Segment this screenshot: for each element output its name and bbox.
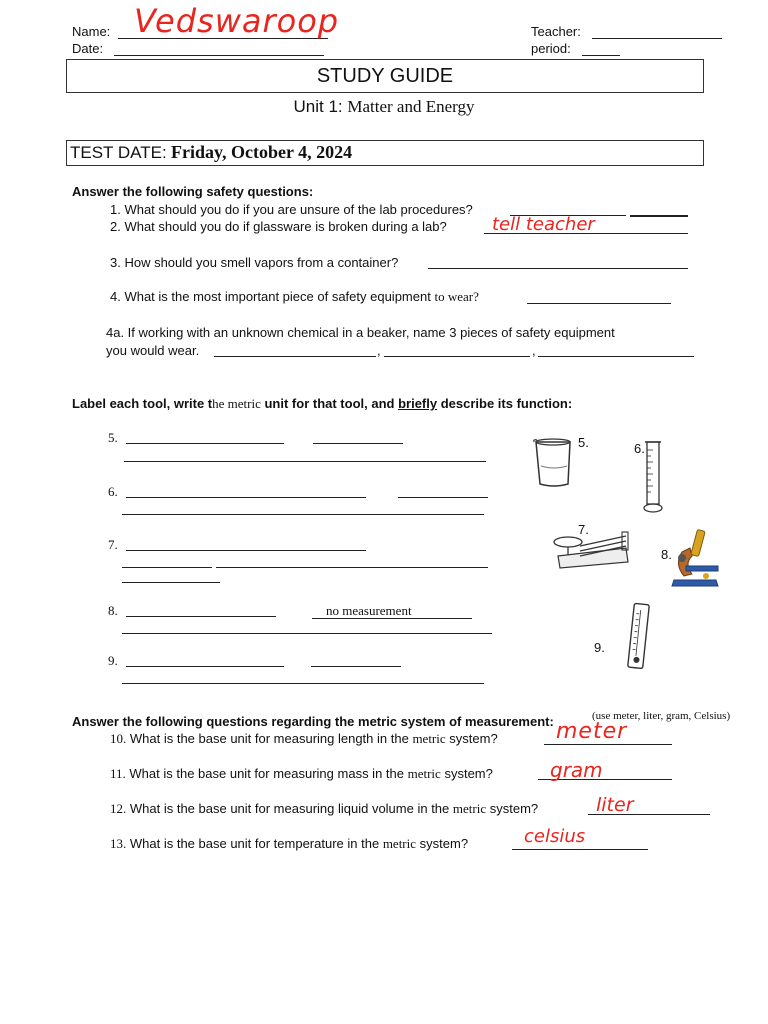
metric-hint: (use meter, liter, gram, Celsius) xyxy=(592,710,731,722)
comma-2: , xyxy=(532,343,536,358)
metric-q13: 13. What is the base unit for temperature in the metric system? xyxy=(110,836,469,851)
safety-q3-answer-line[interactable] xyxy=(428,268,688,269)
safety-q4a-line2: you would wear. xyxy=(106,343,200,358)
tool-6-name-line[interactable] xyxy=(126,497,366,498)
tool-9-function-line[interactable] xyxy=(122,683,484,684)
tool-7-function-line-2[interactable] xyxy=(122,582,220,583)
tool-8-no-measurement: no measurement xyxy=(326,603,412,618)
page-title: STUDY GUIDE xyxy=(316,65,454,87)
tool-7-name-line[interactable] xyxy=(126,550,366,551)
metric-heading: Answer the following questions regarding the metric system of measurement: xyxy=(72,714,554,729)
tool-9-name-line[interactable] xyxy=(126,666,284,667)
image-label-6: 6. xyxy=(634,441,645,456)
metric-q10-answer-line[interactable] xyxy=(544,744,672,745)
tools-heading: Label each tool, write the metric unit for that tool, and briefly describe its function: xyxy=(72,396,573,411)
metric-q13-handwritten: celsius xyxy=(524,826,586,847)
metric-q12-handwritten: liter xyxy=(596,794,634,816)
teacher-label: Teacher: xyxy=(531,24,581,39)
safety-q2-handwritten: tell teacher xyxy=(492,214,595,235)
test-date-box xyxy=(66,140,704,166)
tool-6-unit-line[interactable] xyxy=(398,497,488,498)
beaker-icon xyxy=(530,436,578,490)
safety-q2: 2. What should you do if glassware is broken during a lab? xyxy=(110,219,447,234)
comma-1: , xyxy=(377,343,381,358)
metric-q13-answer-line[interactable] xyxy=(512,849,648,850)
metric-q12: 12. What is the base unit for measuring liquid volume in the metric system? xyxy=(110,801,539,816)
image-label-5: 5. xyxy=(578,435,589,450)
triple-beam-balance-icon xyxy=(552,526,632,570)
date-field[interactable] xyxy=(114,55,324,56)
test-date-value: Friday, October 4, 2024 xyxy=(171,142,353,162)
period-field[interactable] xyxy=(582,55,620,56)
microscope-icon xyxy=(670,528,724,588)
title-box xyxy=(66,59,704,93)
tool-7-number: 7. xyxy=(108,537,118,552)
equipment-answer-3[interactable] xyxy=(538,356,694,357)
image-label-9: 9. xyxy=(594,640,605,655)
unit-heading: Unit 1: Matter and Energy xyxy=(293,97,475,116)
safety-q1-answer-line-2[interactable] xyxy=(630,215,688,217)
name-label: Name: xyxy=(72,24,111,39)
period-label: period: xyxy=(531,41,571,56)
date-label: Date: xyxy=(72,41,104,56)
metric-q10-handwritten: meter xyxy=(556,719,628,744)
tool-7-unit-line[interactable] xyxy=(122,567,212,568)
safety-q1: 1. What should you do if you are unsure of the lab procedures? xyxy=(110,202,473,217)
tool-8-name-line[interactable] xyxy=(126,616,276,617)
tool-5-unit-line[interactable] xyxy=(313,443,403,444)
test-date-label: TEST DATE: xyxy=(70,143,167,162)
image-label-7: 7. xyxy=(578,522,589,537)
tool-9-unit-line[interactable] xyxy=(311,666,401,667)
equipment-answer-1[interactable] xyxy=(214,356,376,357)
safety-q3: 3. How should you smell vapors from a container? xyxy=(110,255,399,270)
tool-8-function-line[interactable] xyxy=(122,633,492,634)
tool-9-number: 9. xyxy=(108,653,118,668)
safety-q4: 4. What is the most important piece of safety equipment to wear? xyxy=(110,289,479,304)
metric-q11: 11. What is the base unit for measuring mass in the metric system? xyxy=(110,766,493,781)
tool-7-function-line[interactable] xyxy=(216,567,488,568)
name-handwritten: Vedswaroop xyxy=(134,2,340,40)
thermometer-icon xyxy=(626,602,652,670)
metric-q10: 10. What is the base unit for measuring length in the metric system? xyxy=(110,731,498,746)
tool-8-number: 8. xyxy=(108,603,118,618)
equipment-answer-2[interactable] xyxy=(384,356,530,357)
image-label-8: 8. xyxy=(661,547,672,562)
safety-q4a-line1: 4a. If working with an unknown chemical in a beaker, name 3 pieces of safety equipment xyxy=(106,325,615,340)
graduated-cylinder-icon xyxy=(638,438,668,514)
metric-q11-handwritten: gram xyxy=(550,758,603,782)
safety-heading: Answer the following safety questions: xyxy=(72,184,314,199)
tool-5-number: 5. xyxy=(108,430,118,445)
teacher-field[interactable] xyxy=(592,38,722,39)
tool-5-function-line[interactable] xyxy=(124,461,486,462)
tool-5-name-line[interactable] xyxy=(126,443,284,444)
safety-q4-answer-line[interactable] xyxy=(527,303,671,304)
tool-6-number: 6. xyxy=(108,484,118,499)
tool-6-function-line[interactable] xyxy=(122,514,484,515)
